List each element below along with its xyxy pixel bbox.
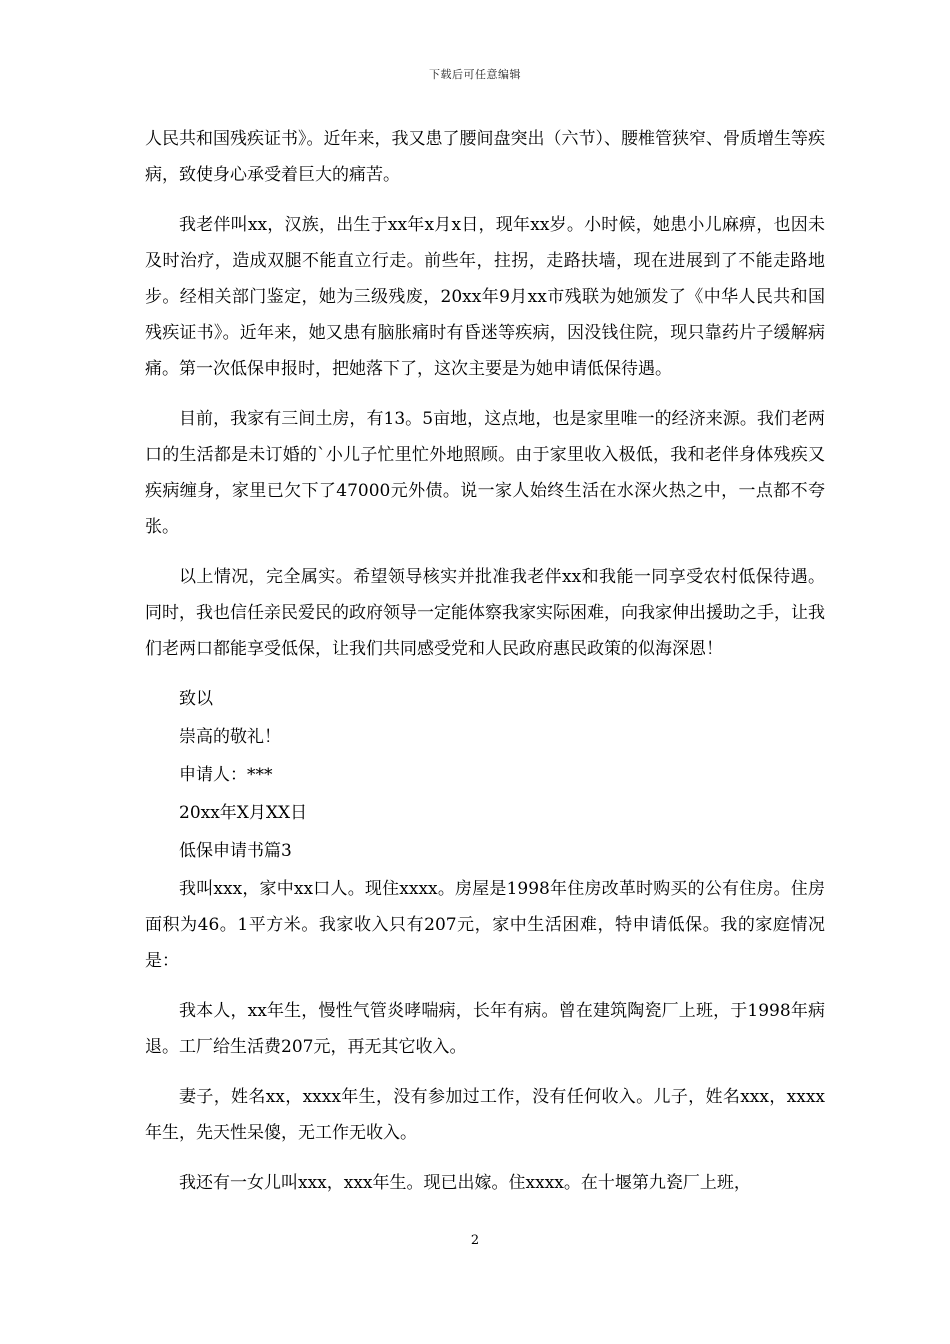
document-body	[145, 121, 825, 1215]
page-number: 2	[470, 1233, 480, 1248]
closing-salutation: 致以	[179, 689, 213, 709]
paragraph-intro: 我叫xxx，家中xx口人。现住xxxx。房屋是1998年住房改革时购买的公有住房。住房面积为46。1平方米。我家收入只有207元，家中生活困难，特申请低保。我的家庭情况是：	[145, 879, 825, 971]
paragraph-daughter: 我还有一女儿叫xxx，xxx年生。现已出嫁。住xxxx。在十堰第九瓷厂上班，	[179, 1173, 751, 1193]
section-title: 低保申请书篇3	[179, 841, 292, 861]
paragraph-self: 我本人，xx年生，慢性气管炎哮喘病，长年有病。曾在建筑陶瓷厂上班，于1998年病退。工厂给生活费207元，再无其它收入。	[145, 1001, 825, 1057]
application-date: 20xx年X月XX日	[179, 803, 308, 823]
closing-respect: 崇高的敬礼！	[179, 727, 281, 747]
paragraph-family: 妻子，姓名xx，xxxx年生，没有参加过工作，没有任何收入。儿子，姓名xxx，xxxx年生，先天性呆傻，无工作无收入。	[145, 1087, 825, 1143]
applicant-signature: 申请人：***	[179, 765, 273, 785]
paragraph-spouse: 我老伴叫xx，汉族，出生于xx年x月x日，现年xx岁。小时候，她患小儿麻痹，也因未及时治疗，造成双腿不能直立行走。前些年，拄拐，走路扶墙，现在进展到了不能走路地步。经相关部门鉴定，她为三级残废，20xx年9月xx市残联为她颁发了《中华人民共和国残疾证书》。近年来，她又患有脑胀痛时有昏迷等疾病，因没钱住院，现只靠药片子缓解病痛。第一次低保申报时，把她落下了，这次主要是为她申请低保待遇。	[145, 215, 825, 379]
page-header: 下载后可任意编辑	[429, 68, 521, 81]
paragraph-household: 目前，我家有三间土房，有13。5亩地，这点地，也是家里唯一的经济来源。我们老两口的生活都是未订婚的`小儿子忙里忙外地照顾。由于家里收入极低，我和老伴身体残疾又疾病缠身，家里已欠下了47000元外债。说一家人始终生活在水深火热之中，一点都不夸张。	[145, 409, 825, 537]
paragraph-continued: 人民共和国残疾证书》。近年来，我又患了腰间盘突出（六节）、腰椎管狭窄、骨质增生等疾病，致使身心承受着巨大的痛苦。	[145, 129, 825, 185]
paragraph-request: 以上情况，完全属实。希望领导核实并批准我老伴xx和我能一同享受农村低保待遇。同时，我也信任亲民爱民的政府领导一定能体察我家实际困难，向我家伸出援助之手，让我们老两口都能享受低保，让我们共同感受党和人民政府惠民政策的似海深恩！	[145, 567, 825, 659]
